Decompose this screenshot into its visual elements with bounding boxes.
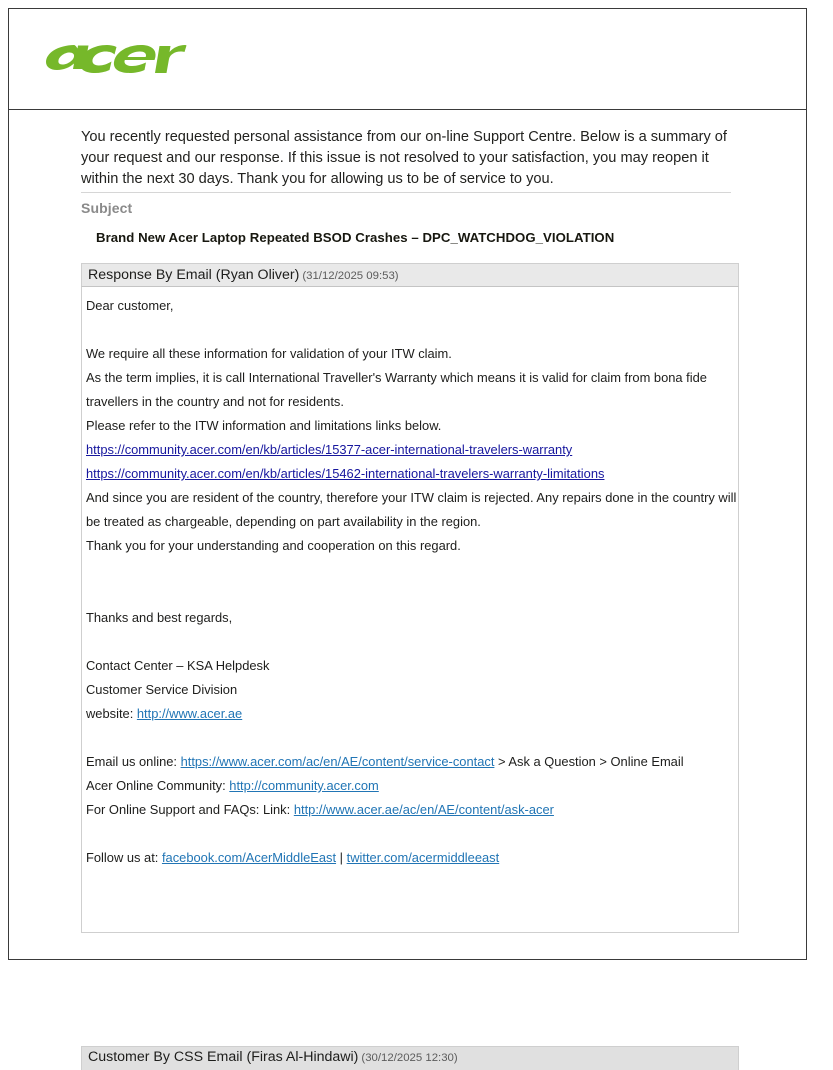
signature-website-line (82, 702, 738, 726)
brand-header (9, 9, 806, 110)
intro-paragraph: You recently requested personal assistance from our on-line Support Centre. Below is a summary of your request and our response. If this issue is not resolved to your satisfaction, you may reopen it within the next 30 days. Thank you for allowing us to be of service to you. (81, 127, 731, 193)
subject-label: Subject (81, 200, 133, 216)
acer-logo-icon (37, 31, 197, 83)
response-timestamp: (31/12/2025 09:53) (302, 270, 399, 282)
blank-line-4 (82, 822, 738, 846)
paragraph-1: We require all these information for validation of your ITW claim. (86, 346, 452, 361)
blank-line (82, 318, 738, 342)
blank-line-3 (82, 726, 738, 750)
subject-value: Brand New Acer Laptop Repeated BSOD Crashes – DPC_WATCHDOG_VIOLATION (96, 230, 615, 245)
community-label: Acer Online Community: (86, 778, 226, 793)
twitter-link[interactable]: twitter.com/acermiddleeast (346, 850, 500, 865)
ask-acer-link[interactable]: http://www.acer.ae/ac/en/AE/content/ask-acer (293, 802, 554, 817)
itw-info-link-line (82, 438, 738, 462)
response-author: Response By Email (Ryan Oliver) (88, 267, 300, 283)
signature-division: Customer Service Division (86, 682, 238, 697)
website-label: website: (86, 706, 134, 721)
email-online-suffix: > Ask a Question > Online Email (498, 754, 684, 769)
paragraph-4: And since you are resident of the country, therefore your ITW claim is rejected. Any repairs done in the country will be treated as chargeable, depending on part availability in the region. (86, 490, 737, 529)
greeting-line: Dear customer, (86, 298, 174, 313)
paragraph-2: As the term implies, it is call International Traveller's Warranty which means it is valid for claim from bona fide travellers in the country and not for residents. (86, 370, 707, 409)
follow-separator: | (339, 850, 344, 865)
response-card-body (81, 287, 739, 933)
customer-entry-author: Customer By CSS Email (Firas Al-Hindawi) (88, 1049, 359, 1065)
response-card (81, 263, 739, 933)
customer-entry-header[interactable] (81, 1046, 739, 1070)
signoff-line: Thanks and best regards, (86, 610, 233, 625)
email-online-label: Email us online: (86, 754, 177, 769)
itw-limitations-link[interactable]: https://community.acer.com/en/kb/articles/15462-international-travelers-warranty-limitations (86, 466, 605, 481)
response-card-header[interactable] (81, 263, 739, 287)
paragraph-3: Please refer to the ITW information and limitations links below. (86, 418, 442, 433)
faq-label: For Online Support and FAQs: Link: (86, 802, 291, 817)
community-line (82, 774, 738, 798)
paragraph-5: Thank you for your understanding and cooperation on this regard. (86, 538, 461, 553)
blank-lines (82, 558, 738, 606)
blank-line-2 (82, 630, 738, 654)
itw-limitations-link-line (82, 462, 738, 486)
facebook-link[interactable]: facebook.com/AcerMiddleEast (161, 850, 337, 865)
community-link[interactable]: http://community.acer.com (229, 778, 379, 793)
customer-entry-timestamp: (30/12/2025 12:30) (361, 1052, 458, 1064)
acer-ae-link[interactable]: http://www.acer.ae (136, 706, 243, 721)
service-contact-link[interactable]: https://www.acer.com/ac/en/AE/content/service-contact (180, 754, 495, 769)
follow-us-line (82, 846, 738, 870)
faq-line (82, 798, 738, 822)
email-page-frame (8, 8, 807, 1065)
itw-warranty-link[interactable]: https://community.acer.com/en/kb/articles/15377-acer-international-travelers-warranty (86, 442, 573, 457)
follow-label: Follow us at: (86, 850, 159, 865)
email-online-line (82, 750, 738, 774)
signature-contact-center: Contact Center – KSA Helpdesk (86, 658, 270, 673)
